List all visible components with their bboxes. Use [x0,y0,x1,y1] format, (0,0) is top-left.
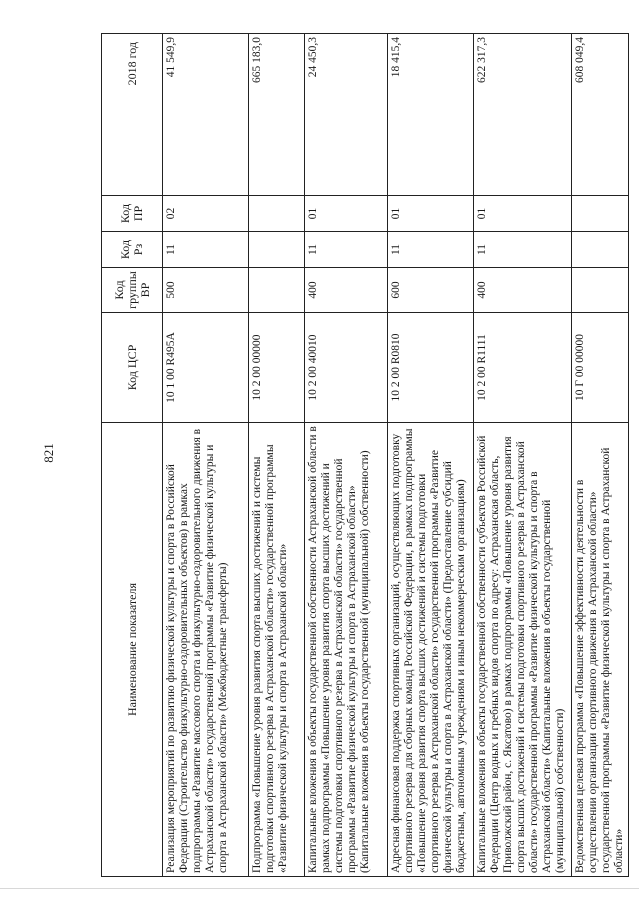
row-name: Адресная финансовая поддержка спортивных организаций, осуществляющих подготовку спортивного резерва для сборных команд Российской Федерации, в рамках подпрограммы «Повышение уровня развития спорта высших достижений и системы подготовки спортивного резерва в Астраханской области» государственной программы «Развитие физической культуры и спорта в Астраханской области» (Предоставление субсидий бюджетным, автономным учреждениям и иным некоммерческим организациям) [388,423,474,877]
row-name: Реализация мероприятий по развитию физической культуры и спорта в Российской Федерации (Строительство физкультурно-оздоровительных объектов) в рамках подпрограммы «Развитие массового спорта и физкультурно-оздоровительного движения в Астраханской области» государственной программы «Развитие физической культуры и спорта в Астраханской области» (Межбюджетные трансферты) [163,423,249,877]
row-rz [572,232,629,268]
row-name: Капитальные вложения в объекты государственной собственности субъектов Российской Федерации (Центр водных и гребных видов спорта по адресу: Астраханская область, Приволжский район, с. Яксатово) в рамках подпрограммы «Повышение уровня развития спорта высших достижений и системы подготовки спортивного резерва в Астраханской области» государственной программы «Развитие физической культуры и спорта в Астраханской области» (Капитальные вложения в объекты государственной (муниципальной) собственности) [474,423,572,877]
row-amount: 24 450,3 [305,34,388,196]
row-csr: 10 2 00 R0810 [388,313,474,423]
row-amount: 608 049,4 [572,34,629,196]
header-name: Наименование показателя [102,423,163,877]
row-pr [249,196,305,232]
row-amount: 665 183,0 [249,34,305,196]
table-row [572,34,629,877]
row-name: Подпрограмма «Повышение уровня развития спорта высших достижений и системы подготовки спортивного резерва в Астраханской области» государственной программы «Развитие физической культуры и спорта в Астраханской области» [249,423,305,877]
row-vr: 400 [305,268,388,313]
row-csr: 10 2 00 R1111 [474,313,572,423]
table-row [474,34,572,877]
row-pr: 01 [305,196,388,232]
row-pr: 01 [474,196,572,232]
header-rz: Код Рз [102,232,163,268]
row-vr: 600 [388,268,474,313]
row-rz: 11 [305,232,388,268]
row-rz: 11 [163,232,249,268]
row-amount: 41 549,9 [163,34,249,196]
row-amount: 18 415,4 [388,34,474,196]
row-csr: 10 Г 00 00000 [572,313,629,423]
table-row [388,34,474,877]
header-csr: Код ЦСР [102,313,163,423]
row-name: Ведомственная целевая программа «Повышение эффективности деятельности в осуществлении организации спортивного движения в Астраханской области» государственной программы «Развитие физической культуры и спорта в Астраханской области» [572,423,629,877]
table-row [163,34,249,877]
row-vr [572,268,629,313]
row-pr: 01 [388,196,474,232]
header-pr: Код ПР [102,196,163,232]
row-vr: 500 [163,268,249,313]
rotated-table-wrapper [101,34,624,877]
row-name: Капитальные вложения в объекты государственной собственности Астраханской области в рамках подпрограммы «Повышение уровня развития спорта высших достижений и системы подготовки спортивного резерва в Астраханской области» государственной программы «Развитие физической культуры и спорта в Астраханской области» (Капитальные вложения в объекты государственной (муниципальной) собственности) [305,423,388,877]
table-row [305,34,388,877]
row-pr: 02 [163,196,249,232]
row-vr: 400 [474,268,572,313]
table-header-row [102,34,163,877]
header-vr: Код группы ВР [102,268,163,313]
scan-bottom-edge [0,888,639,889]
row-pr [572,196,629,232]
table-row [249,34,305,877]
page-number: 821 [41,443,56,463]
row-vr [249,268,305,313]
row-rz [249,232,305,268]
row-amount: 622 317,3 [474,34,572,196]
header-year: 2018 год [102,34,163,196]
row-csr: 10 2 00 00000 [249,313,305,423]
row-rz: 11 [388,232,474,268]
row-csr: 10 1 00 R495A [163,313,249,423]
budget-table [101,33,629,877]
row-rz: 11 [474,232,572,268]
row-csr: 10 2 00 40010 [305,313,388,423]
